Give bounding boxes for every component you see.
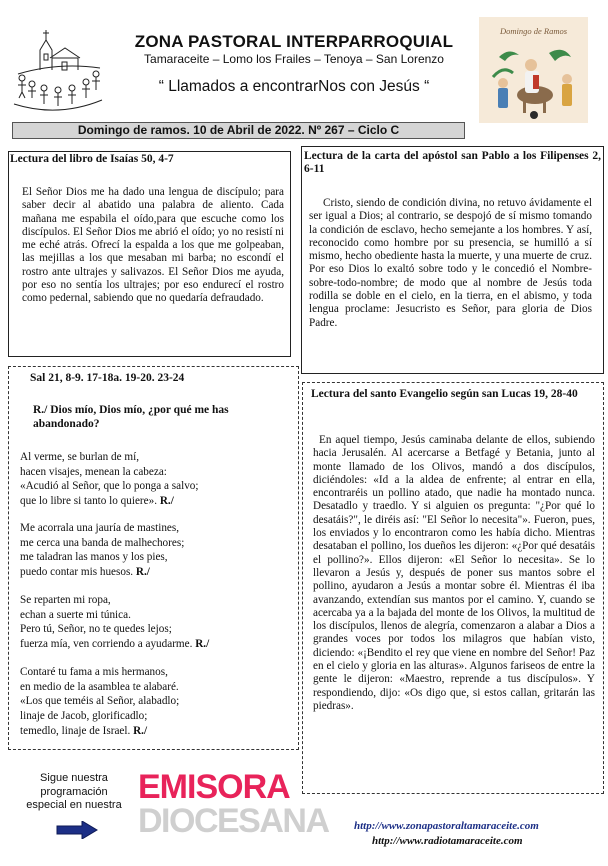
psalm-stanza-2 (20, 521, 184, 580)
stanza-line: echan a suerte mi túnica. (20, 608, 131, 621)
isaias-text: El Señor Dios me ha dado una lengua de discípulo; para saber decir al abatido una palabra de aliento. Cada mañana me espabila el oído,para que escuche como los discípulos. El Señor Dios me abrió el oído; yo no resistí ni me eché atrás. Ofrecí la espalda a los que me golpeaban, las mejillas a los que mesaban mi barba; no escondí el rostro ante ultrajes y salivazos. El Señor Dios me ayuda, por eso no sentía los ultrajes; por eso endurecí el rostro como pedernal, sabiendo que no quedaría defraudado. (22, 186, 284, 305)
psalm-response: R./ Dios mío, Dios mío, ¿por qué me has abandonado? (33, 404, 229, 431)
stanza-line: que lo libre si tanto lo quiere». (20, 495, 160, 508)
slogan: “ Llamados a encontrarNos con Jesús “ (158, 78, 430, 95)
pablo-text: Cristo, siendo de condición divina, no retuvo ávidamente el ser igual a Dios; al contrario, se despojó de sí mismo tomando la condición de esclavo, hecho semejante a los hombres. Y así, reconocido como hombre por su presencia, se humilló a sí mismo, hecho obediente hasta la muerte, y una muerte de cruz. Por eso Dios lo exaltó sobre todo y le concedió el Nombre-sobre-todo-nombre; de modo que al nombre de Jesús toda rodilla se doble en el cielo, en la tierra, en el abismo, y toda lengua proclame: Jesucristo es Señor, para gloria de Dios Padre. (309, 197, 592, 329)
stanza-line: temedlo, linaje de Israel. (20, 724, 134, 737)
zona-pastoral-link[interactable]: http://www.zonapastoraltamaraceite.com (354, 820, 539, 832)
stanza-line: hacen visajes, menean la cabeza: (20, 465, 167, 478)
response-marker: R./ (135, 566, 150, 579)
parishes-subtitle: Tamaraceite – Lomo los Frailes – Tenoya – San Lorenzo (144, 52, 444, 66)
stanza-line: puedo contar mis huesos. (20, 566, 136, 579)
isaias-heading: Lectura del libro de Isaías 50, 4-7 (10, 153, 174, 165)
psalm-stanza-1 (20, 450, 199, 509)
stanza-line: fuerza mía, ven corriendo a ayudarme. (20, 638, 196, 651)
stanza-line: me cerca una banda de malhechores; (20, 536, 185, 549)
pablo-heading: Lectura de la carta del apóstol san Pablo a los Filipenses 2, 6-11 (304, 150, 601, 175)
stanza-line: Al verme, se burlan de mí, (20, 451, 139, 463)
date-banner: Domingo de ramos. 10 de Abril de 2022. Nº 267 – Ciclo C (12, 122, 465, 139)
page-title: ZONA PASTORAL INTERPARROQUIAL (134, 32, 454, 51)
stanza-line: «Acudió al Señor, que lo ponga a salvo; (20, 480, 199, 493)
gospel-text: En aquel tiempo, Jesús caminaba delante de ellos, subiendo hacia Jerusalén. Al acercarse a Betfagé y Betania, junto al monte llamado de los Olivos, mandó a dos discípulos, diciéndoles: «Id a la aldea de enfrente; al entrar en ella, encontraréis un pollino atado, que nadie ha montado nunca. Desatadlo y traedlo. Y si alguien os pregunta: "¿Por qué lo desatáis?", le diréis así: "El Señor lo necesita"». Fueron, pues, los enviados y lo encontraron como les había dicho. Mientras desataban el pollino, los dueños les dijeron: «¿Por qué desatáis el pollino?». Ellos dijeron: «El Señor lo necesita». Se lo llevaron a Jesús y, después de poner sus mantos sobre el pollino, ayudaron a Jesús a montar sobre él. Mientras él iba avanzando, extendían sus mantos por el camino. Y, cuando se acercaba ya a la bajada del monte de los Olivos, la multitud de los discípulos, llenos de alegría, comenzaron a alabar a Dios a grandes voces por todos los milagros que habían visto, diciendo: «¡Bendito el rey que viene en nombre del Señor! Paz en el cielo y gloria en las alturas». Algunos fariseos de entre la gente le dijeron: «Maestro, reprende a tus discípulos». Y respondiendo, dijo: «Os digo que, si estos callan, gritarán las piedras». (313, 434, 595, 712)
stanza-line: Se reparten mi ropa, (20, 594, 111, 606)
gospel-heading: Lectura del santo Evangelio según san Lucas 19, 28-40 (311, 388, 578, 400)
radio-link[interactable]: http://www.radiotamaraceite.com (372, 835, 523, 847)
radio-logo-line1: EMISORA (138, 768, 290, 806)
response-marker: R./ (195, 638, 210, 651)
stanza-line: Me acorrala una jauría de mastines, (20, 522, 180, 534)
stanza-line: Pero tú, Señor, no te quedes lejos; (20, 623, 172, 636)
stanza-line: Contaré tu fama a mis hermanos, (20, 666, 168, 678)
church-logo-illustration (10, 18, 106, 122)
psalm-stanza-3 (20, 593, 209, 652)
response-marker: R./ (159, 495, 174, 508)
stanza-line: me taladran las manos y los pies, (20, 551, 168, 564)
palm-sunday-illustration (479, 17, 588, 123)
radio-logo-line2: DIOCESANA (138, 802, 329, 840)
arrow-right-icon (56, 821, 98, 844)
response-marker: R./ (133, 724, 148, 737)
stanza-line: «Los que teméis al Señor, alabadlo; (20, 695, 180, 708)
follow-programming-text: Sigue nuestra programación especial en nuestra (26, 772, 122, 811)
emisora-diocesana-logo[interactable] (132, 764, 329, 844)
stanza-line: en medio de la asamblea te alabaré. (20, 680, 179, 693)
stanza-line: linaje de Jacob, glorificadlo; (20, 710, 148, 723)
psalm-stanza-4 (20, 665, 179, 739)
psalm-heading: Sal 21, 8-9. 17-18a. 19-20. 23-24 (30, 372, 185, 384)
poster-title: Domingo de Ramos (499, 26, 568, 36)
